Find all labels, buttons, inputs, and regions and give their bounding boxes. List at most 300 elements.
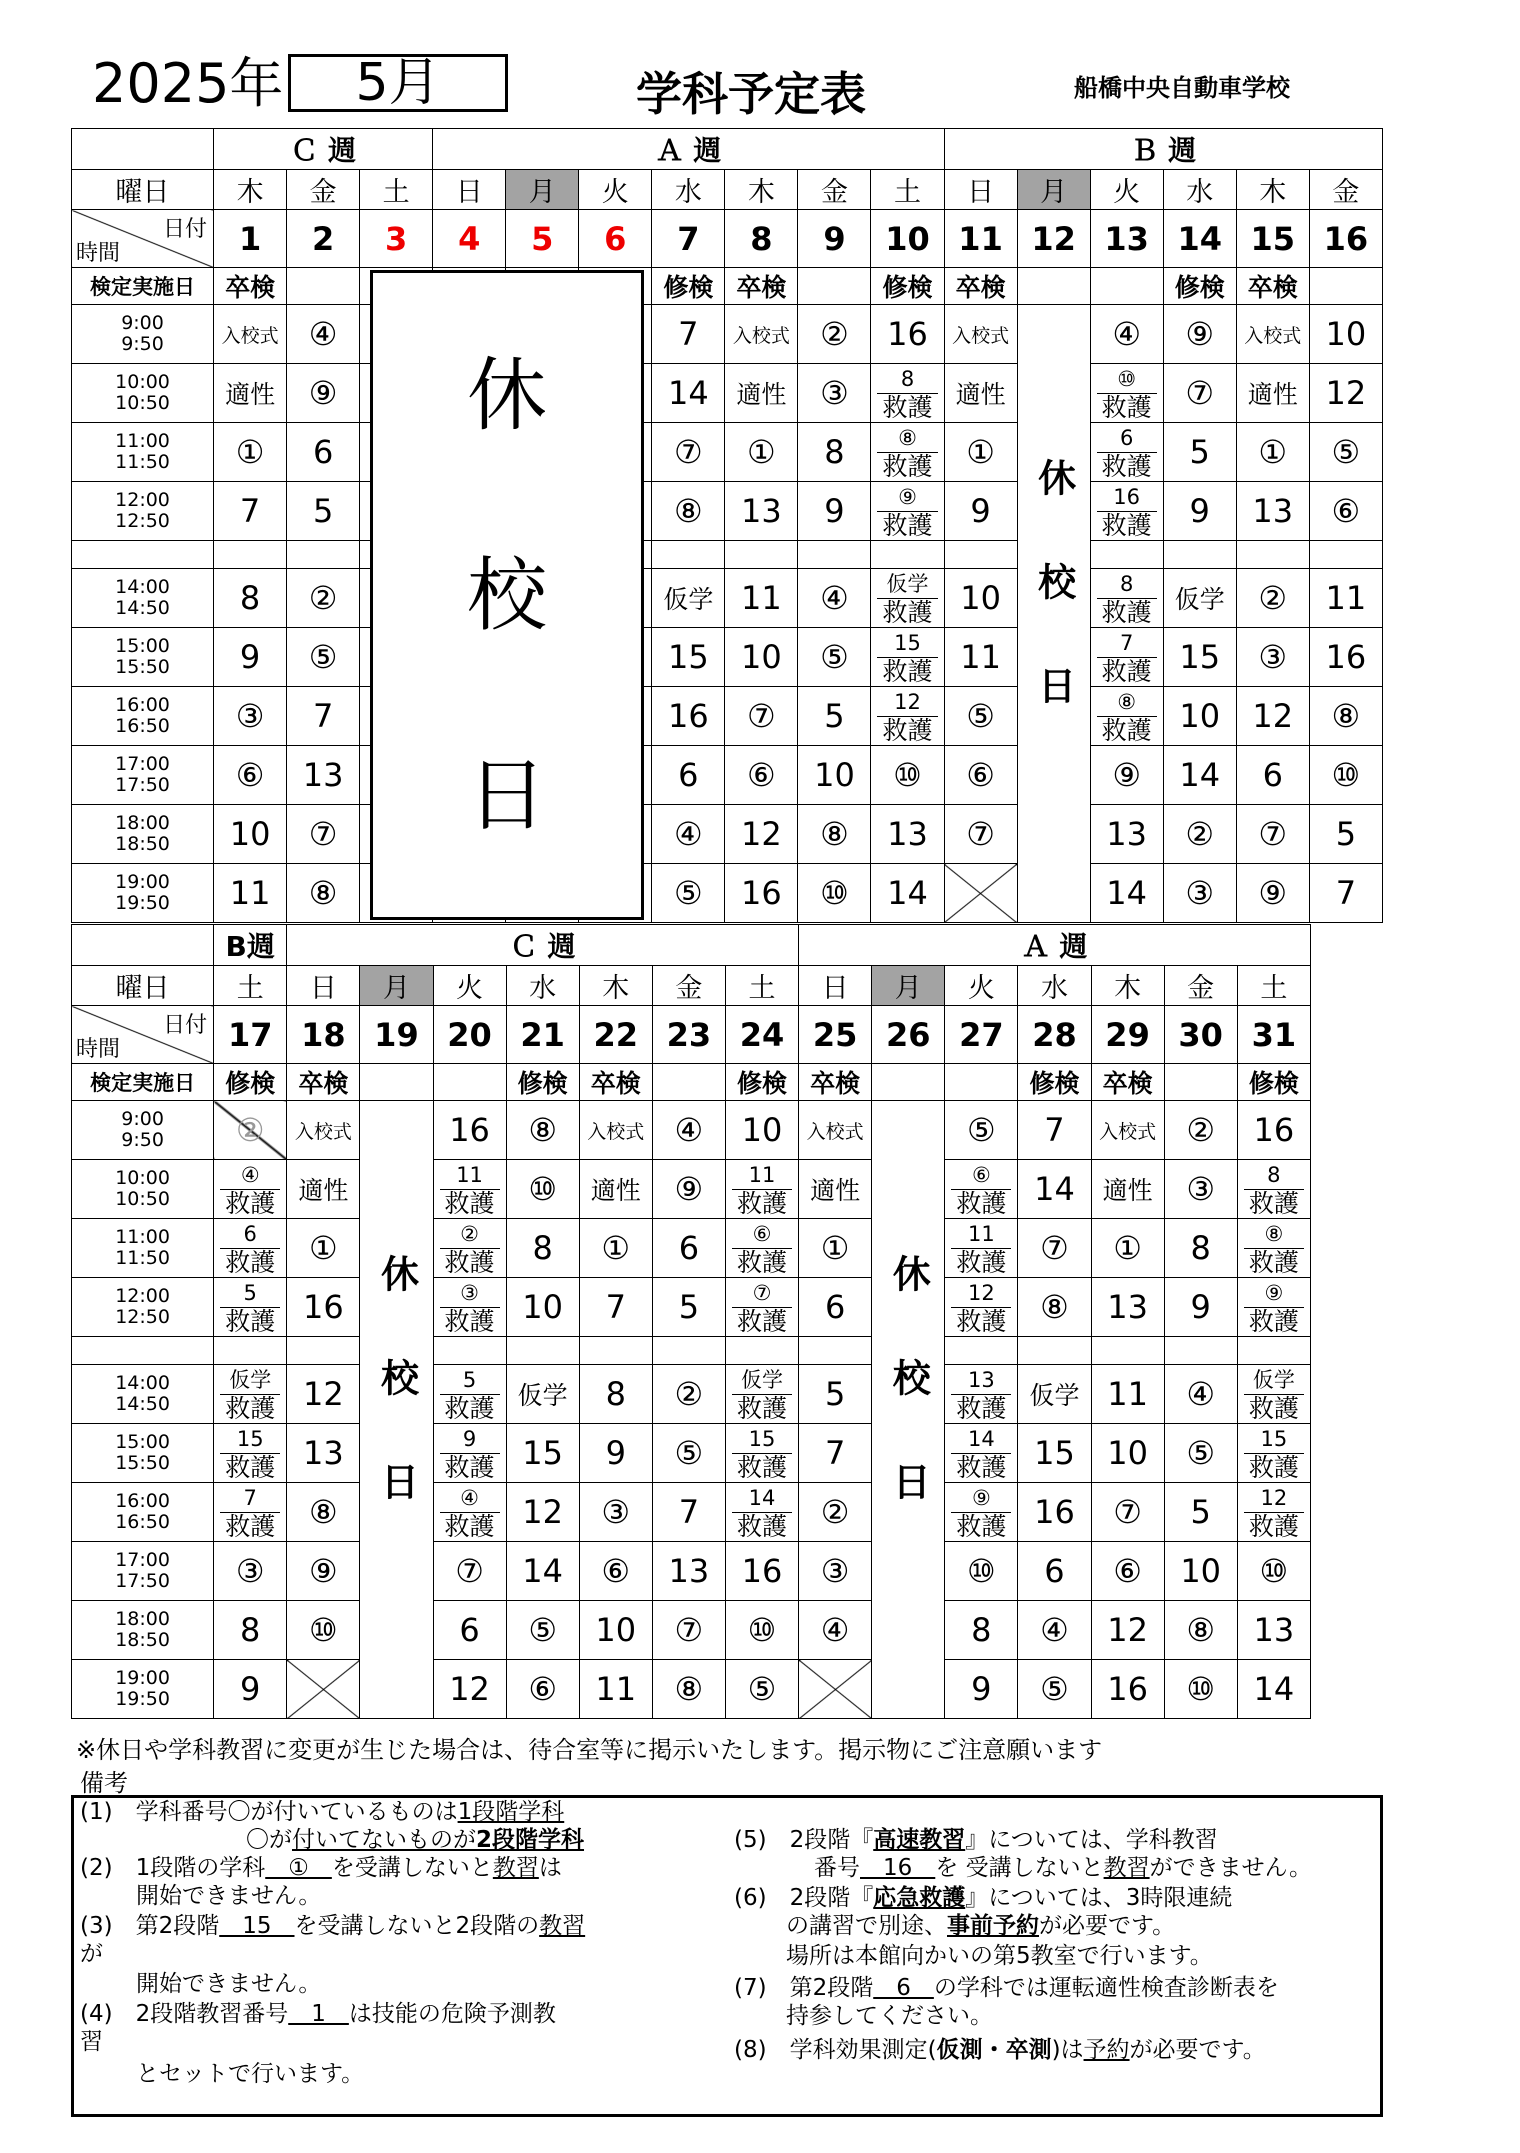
cell-number: 15 — [220, 1426, 280, 1454]
lesson-cell — [725, 1160, 798, 1219]
lesson-cell: 仮学 — [1018, 1365, 1091, 1424]
cell-number: 5 — [220, 1280, 280, 1308]
date-cell: 24 — [725, 1006, 798, 1064]
lesson-cell: ③ — [799, 1542, 872, 1601]
cell-kyugo: 救護 — [956, 1306, 1007, 1336]
time-start: 19:00 — [115, 1667, 170, 1689]
lesson-cell: ⑧ — [652, 1660, 725, 1719]
kentei-cell: 卒検 — [214, 268, 287, 305]
lunch-gap-cell — [287, 1337, 360, 1365]
lesson-cell: ⑨ — [1090, 746, 1163, 805]
lunch-gap-cell — [433, 1337, 506, 1365]
dow-cell: 金 — [1164, 966, 1237, 1006]
lesson-row — [72, 1601, 1311, 1660]
lesson-cell: ⑩ — [1164, 1660, 1237, 1719]
lunch-gap-cell — [725, 541, 798, 569]
time-label — [72, 482, 214, 541]
dow-cell: 木 — [214, 170, 287, 210]
cell-number: ⑧ — [1097, 689, 1157, 717]
lesson-cell: 12 — [1236, 687, 1309, 746]
dow-cell: 水 — [652, 170, 725, 210]
kentei-cell — [872, 1064, 945, 1101]
date-cell: 5 — [506, 210, 579, 268]
lesson-cell: 適性 — [944, 364, 1017, 423]
lunch-gap-cell — [945, 1337, 1018, 1365]
lesson-row — [72, 423, 1383, 482]
lesson-cell: ② — [1236, 569, 1309, 628]
cell-number: 7 — [220, 1485, 280, 1513]
date-cell: 2 — [287, 210, 360, 268]
lesson-cell: 14 — [652, 364, 725, 423]
lesson-cell: 10 — [944, 569, 1017, 628]
remark-6c: 場所は本館向かいの第5教室で行います。 — [786, 1943, 1213, 1969]
lesson-cell: 入校式 — [944, 305, 1017, 364]
lesson-cell: 9 — [945, 1660, 1018, 1719]
lesson-cell: ⑦ — [652, 423, 725, 482]
cell-number: ⑧ — [877, 425, 937, 453]
week-label: Ａ 週 — [433, 129, 944, 170]
lesson-cell: 12 — [506, 1483, 579, 1542]
time-start: 12:00 — [115, 489, 170, 511]
date-row — [72, 210, 1383, 268]
lesson-cell: ② — [1164, 1101, 1237, 1160]
lesson-cell — [945, 1278, 1018, 1337]
lesson-cell: 7 — [579, 1278, 652, 1337]
cell-number: 仮学 — [877, 571, 937, 599]
date-cell: 23 — [652, 1006, 725, 1064]
lesson-cell: ① — [579, 1219, 652, 1278]
lesson-row — [72, 569, 1383, 628]
cell-kyugo: 救護 — [882, 392, 933, 422]
lesson-row — [72, 687, 1383, 746]
lesson-cell: ⑥ — [725, 746, 798, 805]
lesson-cell: ⑩ — [506, 1160, 579, 1219]
time-end: 10:50 — [115, 392, 170, 414]
lesson-cell: ⑥ — [579, 1542, 652, 1601]
cell-number: 14 — [732, 1485, 792, 1513]
lesson-cell: 適性 — [1236, 364, 1309, 423]
time-start: 16:00 — [115, 1490, 170, 1512]
lesson-cell: ⑩ — [945, 1542, 1018, 1601]
time-label — [72, 1483, 214, 1542]
lesson-cell: 13 — [287, 1424, 360, 1483]
dow-cell: 水 — [506, 966, 579, 1006]
cell-kyugo: 救護 — [1101, 715, 1152, 745]
time-start: 10:00 — [115, 371, 170, 393]
cell-kyugo: 救護 — [882, 451, 933, 481]
time-label — [72, 1542, 214, 1601]
lesson-cell — [725, 1483, 798, 1542]
lesson-cell: ① — [799, 1219, 872, 1278]
remark-3b: が — [80, 1941, 103, 1967]
week-label: B週 — [214, 925, 287, 966]
time-start: 18:00 — [115, 1608, 170, 1630]
kentei-cell — [1164, 1064, 1237, 1101]
date-cell: 19 — [360, 1006, 433, 1064]
lesson-cell: ⑤ — [725, 1660, 798, 1719]
time-heading: 時間 — [76, 241, 121, 266]
time-label — [72, 1424, 214, 1483]
lesson-row — [72, 746, 1383, 805]
cell-kyugo: 救護 — [225, 1393, 276, 1423]
lesson-cell — [945, 1424, 1018, 1483]
lesson-cell: ⑦ — [1236, 805, 1309, 864]
lesson-cell: 10 — [214, 805, 287, 864]
cell-number: 7 — [1097, 630, 1157, 658]
cell-number: ④ — [440, 1485, 500, 1513]
closed-char-bi: 日 — [886, 1461, 931, 1566]
lesson-cell: 適性 — [214, 364, 287, 423]
time-label — [72, 805, 214, 864]
lesson-cell: 14 — [1237, 1660, 1310, 1719]
lesson-cell: 11 — [1091, 1365, 1164, 1424]
lesson-cell: 5 — [1164, 1483, 1237, 1542]
date-cell: 29 — [1091, 1006, 1164, 1064]
lesson-cell: ⑤ — [652, 864, 725, 923]
lesson-cell: 14 — [1090, 864, 1163, 923]
dow-row — [72, 170, 1383, 210]
lesson-cell — [1090, 364, 1163, 423]
time-end: 17:50 — [115, 774, 170, 796]
lesson-cell: ⑧ — [1018, 1278, 1091, 1337]
date-cell: 25 — [799, 1006, 872, 1064]
kentei-cell: 修検 — [1018, 1064, 1091, 1101]
dow-cell: 金 — [652, 966, 725, 1006]
time-end: 18:50 — [115, 833, 170, 855]
date-cell: 8 — [725, 210, 798, 268]
remark-4c: とセットで行います。 — [136, 2061, 365, 2087]
lesson-cell — [1090, 482, 1163, 541]
lesson-cell — [871, 482, 944, 541]
lesson-cell: ③ — [214, 1542, 287, 1601]
lunch-gap-cell — [798, 541, 871, 569]
lesson-cell: 14 — [1163, 746, 1236, 805]
time-end: 12:50 — [115, 510, 170, 532]
lesson-cell: 8 — [945, 1601, 1018, 1660]
time-label — [72, 423, 214, 482]
lesson-cell: 8 — [214, 569, 287, 628]
lesson-cell: 12 — [433, 1660, 506, 1719]
date-cell: 15 — [1236, 210, 1309, 268]
dow-cell: 日 — [799, 966, 872, 1006]
date-cell: 27 — [945, 1006, 1018, 1064]
lesson-cell: 11 — [1309, 569, 1382, 628]
time-end: 15:50 — [115, 1452, 170, 1474]
lesson-cell: ⑩ — [1309, 746, 1382, 805]
time-end: 15:50 — [115, 656, 170, 678]
cell-number: 14 — [951, 1426, 1011, 1454]
cell-kyugo: 救護 — [956, 1393, 1007, 1423]
time-label — [72, 1101, 214, 1160]
lunch-gap-cell — [72, 541, 214, 569]
lesson-cell: 5 — [1163, 423, 1236, 482]
closed-char-bi: 日 — [374, 1461, 419, 1566]
kentei-cell — [652, 1064, 725, 1101]
lesson-cell — [871, 569, 944, 628]
lesson-cell: 仮学 — [506, 1365, 579, 1424]
lesson-cell — [433, 1219, 506, 1278]
lesson-cell: 7 — [1309, 864, 1382, 923]
cell-number: 仮学 — [1244, 1367, 1304, 1395]
cancelled-number: ② — [235, 1111, 265, 1149]
closed-char-bi: 日 — [1031, 665, 1076, 770]
week-row — [72, 925, 1311, 966]
cell-number: 15 — [1244, 1426, 1304, 1454]
lesson-cell: 7 — [652, 1483, 725, 1542]
school-name: 船橋中央自動車学校 — [1074, 74, 1290, 102]
lesson-cell: ⑤ — [287, 628, 360, 687]
lesson-cell: 入校式 — [214, 305, 287, 364]
cell-kyugo: 救護 — [1101, 656, 1152, 686]
lesson-cell: 12 — [1309, 364, 1382, 423]
time-label — [72, 1601, 214, 1660]
lesson-cell: 6 — [1236, 746, 1309, 805]
lesson-cell: ② — [799, 1483, 872, 1542]
kentei-cell: 修検 — [506, 1064, 579, 1101]
lesson-row — [72, 1542, 1311, 1601]
year-label: 2025年 — [92, 52, 284, 115]
cell-number: 8 — [877, 366, 937, 394]
cell-kyugo: 救護 — [737, 1306, 788, 1336]
dow-heading: 曜日 — [72, 966, 214, 1006]
lesson-row — [72, 1660, 1311, 1719]
lesson-cell: 7 — [799, 1424, 872, 1483]
lesson-cell: ⑥ — [506, 1660, 579, 1719]
date-heading: 日付 — [163, 217, 208, 242]
date-cell: 4 — [433, 210, 506, 268]
time-start: 17:00 — [115, 1549, 170, 1571]
lesson-cell — [433, 1365, 506, 1424]
kentei-cell — [1090, 268, 1163, 305]
lesson-cell: 8 — [1164, 1219, 1237, 1278]
lesson-cell: 9 — [579, 1424, 652, 1483]
cell-number: 9 — [440, 1426, 500, 1454]
lesson-cell: ⑦ — [433, 1542, 506, 1601]
cell-kyugo: 救護 — [225, 1452, 276, 1482]
dow-cell: 日 — [287, 966, 360, 1006]
cell-number: 8 — [1244, 1162, 1304, 1190]
date-cell: 13 — [1090, 210, 1163, 268]
lesson-row — [72, 864, 1383, 923]
lesson-cell — [1237, 1365, 1310, 1424]
time-end: 9:50 — [121, 1129, 164, 1151]
date-cell: 30 — [1164, 1006, 1237, 1064]
lunch-gap-cell — [1091, 1337, 1164, 1365]
lesson-cell: ③ — [579, 1483, 652, 1542]
notice-text: ※休日や学科教習に変更が生じた場合は、待合室等に掲示いたします。掲示物にご注意願います — [76, 1736, 1103, 1764]
lesson-cell: 8 — [214, 1601, 287, 1660]
date-cell: 22 — [579, 1006, 652, 1064]
time-end: 19:50 — [115, 1688, 170, 1710]
dow-cell: 日 — [433, 170, 506, 210]
dow-cell: 月 — [506, 170, 579, 210]
lesson-cell — [725, 1365, 798, 1424]
kentei-cell: 卒検 — [1091, 1064, 1164, 1101]
cell-number: 13 — [951, 1367, 1011, 1395]
lesson-cell: 9 — [944, 482, 1017, 541]
lesson-cell: ④ — [799, 1601, 872, 1660]
dow-cell: 日 — [944, 170, 1017, 210]
lunch-gap-row — [72, 1337, 1311, 1365]
remark-1: (1) 学科番号〇が付いているものは1段階学科 — [80, 1799, 565, 1825]
time-label — [72, 1160, 214, 1219]
kentei-cell — [798, 268, 871, 305]
cell-kyugo: 救護 — [1248, 1247, 1299, 1277]
lunch-gap-cell — [1237, 1337, 1310, 1365]
lesson-cell: ① — [1236, 423, 1309, 482]
lesson-cell — [725, 1219, 798, 1278]
closed-char-kyu: 休 — [374, 1253, 419, 1358]
lesson-row — [72, 1424, 1311, 1483]
lesson-cell: 5 — [1309, 805, 1382, 864]
date-cell: 1 — [214, 210, 287, 268]
time-label — [72, 1278, 214, 1337]
lesson-cell: 16 — [725, 864, 798, 923]
week-row — [72, 129, 1383, 170]
cell-kyugo: 救護 — [1248, 1452, 1299, 1482]
lesson-cell: 11 — [579, 1660, 652, 1719]
kentei-cell: 修検 — [871, 268, 944, 305]
week-corner — [72, 129, 214, 170]
cell-number: ⑨ — [1244, 1280, 1304, 1308]
dow-cell: 金 — [798, 170, 871, 210]
cell-kyugo: 救護 — [444, 1452, 495, 1482]
dow-cell: 土 — [871, 170, 944, 210]
lesson-cell: ⑤ — [945, 1101, 1018, 1160]
date-time-heading — [72, 1006, 214, 1064]
cell-number: 16 — [1097, 484, 1157, 512]
lesson-cell: 11 — [725, 569, 798, 628]
dow-cell: 土 — [725, 966, 798, 1006]
lesson-cell: ⑨ — [287, 364, 360, 423]
date-cell: 3 — [360, 210, 433, 268]
lesson-cell: 6 — [1018, 1542, 1091, 1601]
lesson-cell: ② — [652, 1365, 725, 1424]
time-end: 11:50 — [115, 451, 170, 473]
schedule-table-2 — [71, 924, 1311, 1719]
cell-number: ② — [440, 1221, 500, 1249]
lesson-cell: ⑨ — [652, 1160, 725, 1219]
lesson-cell: ④ — [1090, 305, 1163, 364]
lesson-cell: ⑦ — [1091, 1483, 1164, 1542]
lesson-cell: ③ — [214, 687, 287, 746]
lunch-gap-cell — [652, 541, 725, 569]
lesson-cell: 入校式 — [1091, 1101, 1164, 1160]
kentei-row — [72, 268, 1383, 305]
lesson-cell — [214, 1278, 287, 1337]
lesson-cell: ⑩ — [287, 1601, 360, 1660]
lunch-gap-cell — [725, 1337, 798, 1365]
dow-cell: 月 — [1017, 170, 1090, 210]
lesson-cell — [214, 1101, 287, 1160]
cell-kyugo: 救護 — [1248, 1393, 1299, 1423]
dow-cell: 火 — [945, 966, 1018, 1006]
lesson-cell: 12 — [1091, 1601, 1164, 1660]
lesson-cell: ① — [944, 423, 1017, 482]
lesson-row — [72, 1101, 1311, 1160]
lesson-cell: 16 — [1237, 1101, 1310, 1160]
cell-kyugo: 救護 — [956, 1188, 1007, 1218]
lunch-gap-cell — [799, 1337, 872, 1365]
lesson-cell — [214, 1365, 287, 1424]
time-end: 11:50 — [115, 1247, 170, 1269]
lesson-cell: ⑩ — [1237, 1542, 1310, 1601]
lesson-cell: 5 — [799, 1365, 872, 1424]
lesson-cell: ⑨ — [287, 1542, 360, 1601]
cell-number: 仮学 — [732, 1367, 792, 1395]
lesson-cell: 9 — [214, 1660, 287, 1719]
lesson-cell: 12 — [287, 1365, 360, 1424]
time-end: 17:50 — [115, 1570, 170, 1592]
lunch-gap-cell — [214, 1337, 287, 1365]
lesson-cell: ① — [287, 1219, 360, 1278]
lesson-cell — [214, 1424, 287, 1483]
lesson-cell: 13 — [1237, 1601, 1310, 1660]
lunch-gap-cell — [72, 1337, 214, 1365]
lesson-cell: 10 — [1164, 1542, 1237, 1601]
dow-cell: 火 — [1090, 170, 1163, 210]
lesson-cell — [214, 1160, 287, 1219]
lesson-cell: 入校式 — [725, 305, 798, 364]
lesson-cell: ⑧ — [287, 864, 360, 923]
lesson-cell: ⑧ — [287, 1483, 360, 1542]
cell-kyugo: 救護 — [225, 1306, 276, 1336]
date-cell: 21 — [506, 1006, 579, 1064]
date-cell: 10 — [871, 210, 944, 268]
remark-3c: 開始できません。 — [136, 1971, 322, 1997]
dow-cell: 土 — [214, 966, 287, 1006]
lunch-gap-cell — [579, 1337, 652, 1365]
dow-cell: 水 — [1163, 170, 1236, 210]
closed-char-kyu: 休 — [467, 349, 547, 442]
lesson-cell: ② — [287, 569, 360, 628]
cell-kyugo: 救護 — [444, 1247, 495, 1277]
lesson-cell: 15 — [1163, 628, 1236, 687]
lesson-cell: ⑨ — [1236, 864, 1309, 923]
kentei-cell: 修検 — [1163, 268, 1236, 305]
lesson-cell — [1237, 1160, 1310, 1219]
kentei-cell: 卒検 — [944, 268, 1017, 305]
remark-6b: の講習で別途、事前予約が必要です。 — [786, 1913, 1176, 1939]
lesson-row — [72, 1483, 1311, 1542]
cell-number: 仮学 — [220, 1367, 280, 1395]
lesson-cell: ③ — [1163, 864, 1236, 923]
lesson-cell: ④ — [652, 805, 725, 864]
lesson-cell: 10 — [1309, 305, 1382, 364]
lesson-cell: 7 — [214, 482, 287, 541]
lesson-cell — [214, 1219, 287, 1278]
lesson-cell: 8 — [506, 1219, 579, 1278]
dow-heading: 曜日 — [72, 170, 214, 210]
lesson-row — [72, 1219, 1311, 1278]
cell-number: ⑥ — [732, 1221, 792, 1249]
lesson-cell: 10 — [506, 1278, 579, 1337]
lesson-cell: ⑦ — [1163, 364, 1236, 423]
lesson-cell: ④ — [1164, 1365, 1237, 1424]
cell-number: 11 — [440, 1162, 500, 1190]
lesson-cell — [433, 1278, 506, 1337]
lesson-cell: 15 — [1018, 1424, 1091, 1483]
cell-kyugo: 救護 — [225, 1511, 276, 1541]
schedule-table-1 — [71, 128, 1383, 923]
date-cell: 16 — [1309, 210, 1382, 268]
kentei-cell — [360, 1064, 433, 1101]
date-cell: 9 — [798, 210, 871, 268]
lesson-cell: 10 — [798, 746, 871, 805]
time-label — [72, 569, 214, 628]
lesson-cell: 9 — [798, 482, 871, 541]
cell-kyugo: 救護 — [1101, 451, 1152, 481]
